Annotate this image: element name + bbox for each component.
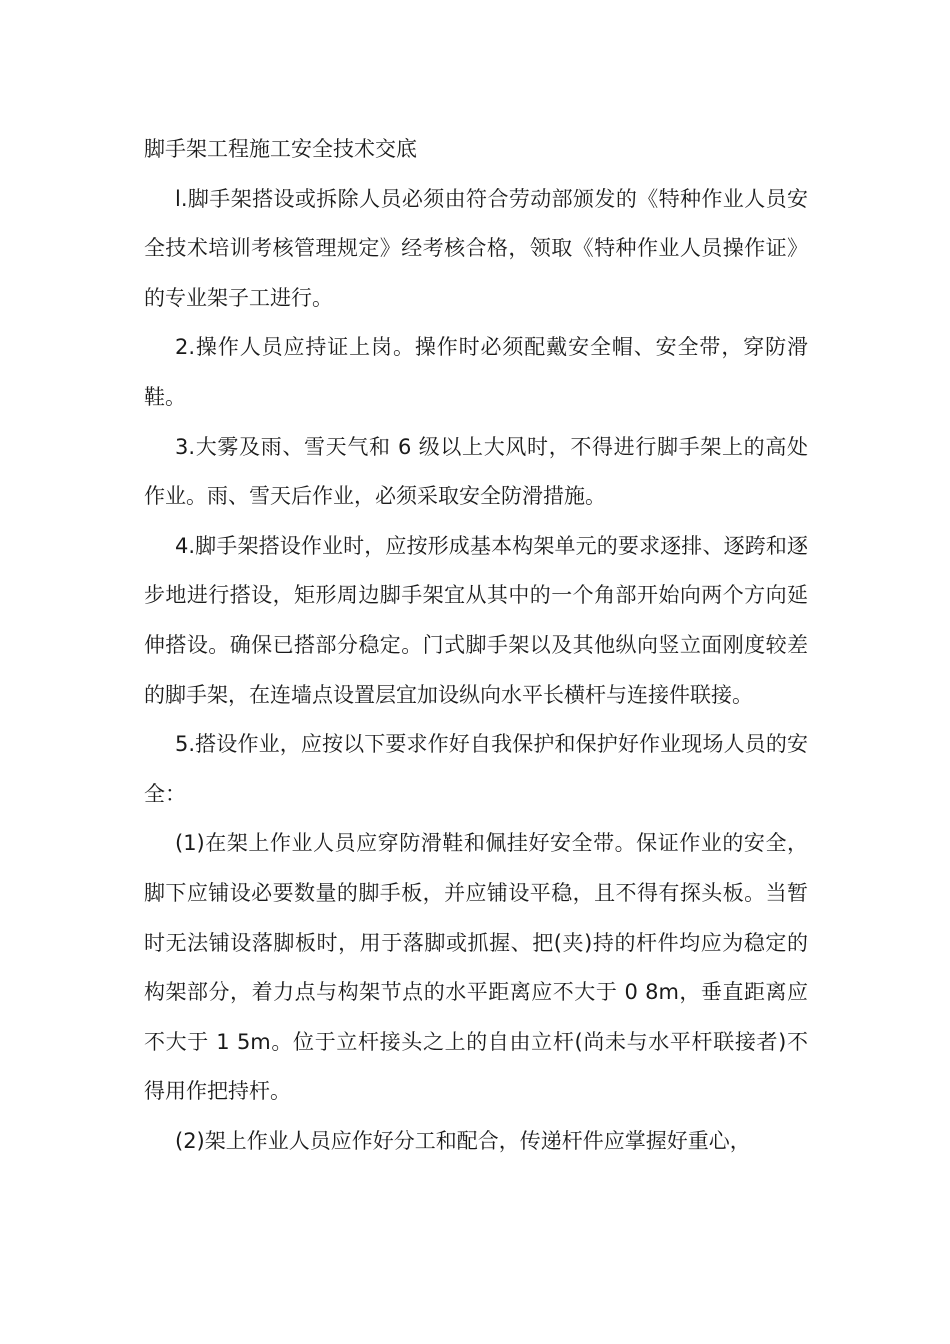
paragraph-3: 3.大雾及雨、雪天气和 6 级以上大风时，不得进行脚手架上的高处作业。雨、雪天后作业，必须采取安全防滑措施。	[144, 434, 808, 509]
paragraph-7: (2)架上作业人员应作好分工和配合，传递杆件应掌握好重心，	[175, 1128, 751, 1153]
paragraph-5: 5.搭设作业，应按以下要求作好自我保护和保护好作业现场人员的安全：	[144, 732, 808, 806]
paragraph-4: 4.脚手架搭设作业时，应按形成基本构架单元的要求逐排、逐跨和逐步地进行搭设，矩形周边脚手架宜从其中的一个角部开始向两个方向延伸搭设。确保已搭部分稳定。门式脚手架以及其他纵向竖立面刚度较差的脚手架，在连墙点设置层宜加设纵向水平长横杆与连接件联接。	[144, 533, 808, 707]
paragraph-1: l.脚手架搭设或拆除人员必须由符合劳动部颁发的《特种作业人员安全技术培训考核管理规定》经考核合格，领取《特种作业人员操作证》的专业架子工进行。	[144, 186, 808, 310]
paragraph-6: (1)在架上作业人员应穿防滑鞋和佩挂好安全带。保证作业的安全，脚下应铺设必要数量的脚手板，并应铺设平稳，且不得有探头板。当暂时无法铺设落脚板时，用于落脚或抓握、把(夹)持的杆件均应为稳定的构架部分，着力点与构架节点的水平距离应不大于 0 8m，垂直距离应不大于 1 5m。位于立杆接头之上的自由立杆(尚未与水平杆联接者)不得用作把持杆。	[144, 831, 808, 1104]
document-title: 脚手架工程施工安全技术交底	[144, 137, 417, 161]
paragraph-2: 2.操作人员应持证上岗。操作时必须配戴安全帽、安全带，穿防滑鞋。	[144, 335, 808, 409]
document-body	[144, 125, 808, 1166]
